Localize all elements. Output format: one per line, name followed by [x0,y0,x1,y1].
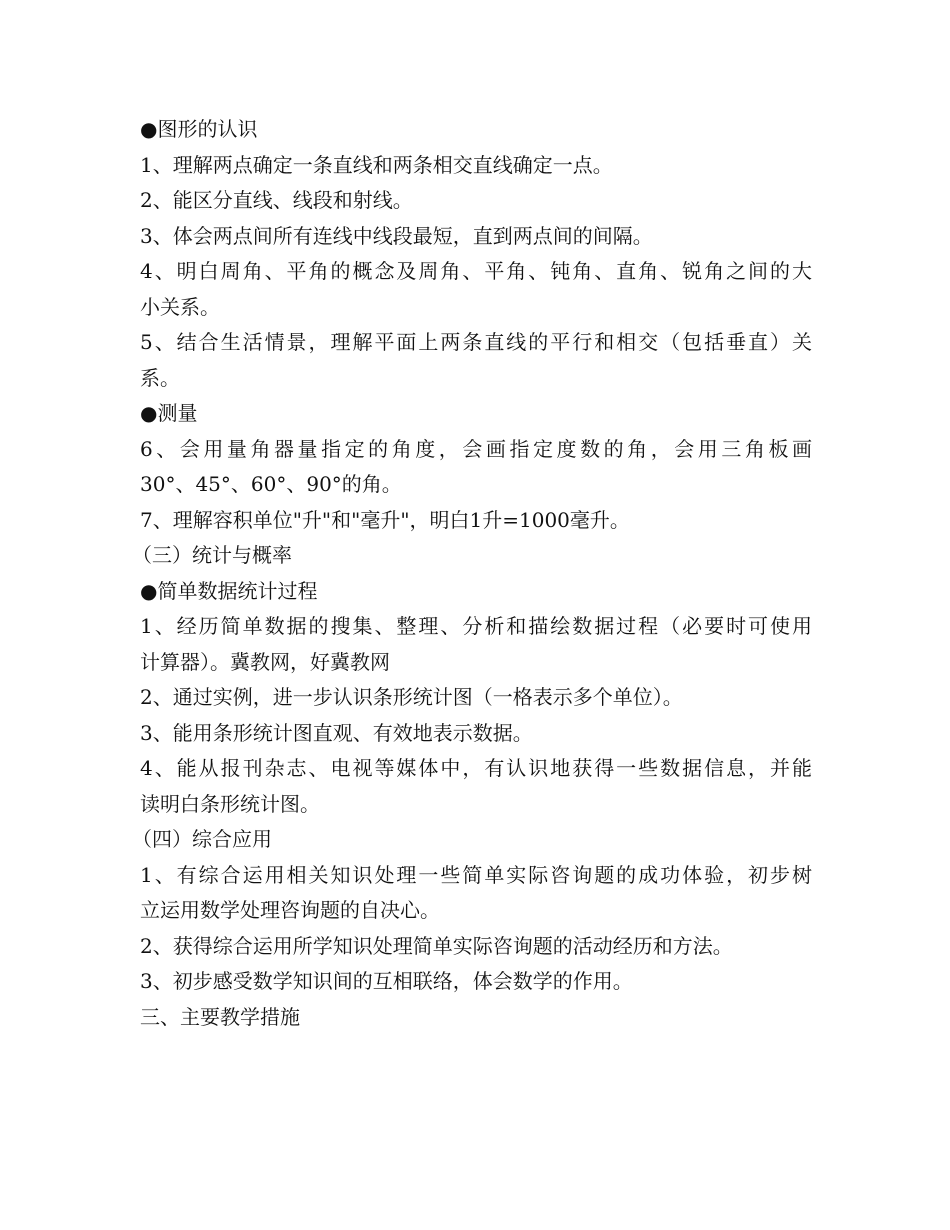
section-heading: （四）综合应用 [132,827,272,851]
section-heading: （三）统计与概率 [132,543,292,567]
text-line: 3、体会两点间所有连线中线段最短，直到两点间的间隔。 [140,223,653,248]
text-line: 4、明白周角、平角的概念及周角、平角、钝角、直角、锐角之间的大 [140,259,812,283]
document-page [132,112,812,1035]
text-line: 2、能区分直线、线段和射线。 [140,188,413,212]
text-line: 3、初步感受数学知识间的互相联络，体会数学的作用。 [140,969,633,993]
text-line: 立运用数学处理咨询题的自决心。 [140,898,440,922]
text-line: 读明白条形统计图。 [140,791,320,816]
text-line: 30°、45°、60°、90°的角。 [140,472,402,496]
text-line: 1、理解两点确定一条直线和两条相交直线确定一点。 [140,152,613,177]
text-line: 7、理解容积单位"升"和"毫升"，明白1升=1000毫升。 [140,507,630,532]
text-line: 2、通过实例，进一步认识条形统计图（一格表示多个单位）。 [140,685,683,709]
text-line: 1、经历简单数据的搜集、整理、分析和描绘数据过程（必要时可使用 [140,614,812,638]
text-line: 3、能用条形统计图直观、有效地表示数据。 [140,720,533,745]
text-line: 5、结合生活情景，理解平面上两条直线的平行和相交（包括垂直）关 [140,330,812,354]
text-line: 2、获得综合运用所学知识处理简单实际咨询题的活动经历和方法。 [140,933,733,958]
text-line: 4、能从报刊杂志、电视等媒体中，有认识地获得一些数据信息，并能 [140,756,812,780]
section-heading: ●简单数据统计过程 [140,578,318,603]
text-line: 6、会用量角器量指定的角度，会画指定度数的角，会用三角板画 [140,436,812,461]
section-heading: ●测量 [140,401,198,425]
text-line: 系。 [140,365,180,390]
text-line: 小关系。 [140,294,220,319]
section-heading: 三、主要教学措施 [140,1004,300,1029]
section-heading: ●图形的认识 [140,117,258,141]
text-line: 计算器）。冀教网，好冀教网 [140,649,390,674]
text-line: 1、有综合运用相关知识处理一些简单实际咨询题的成功体验，初步树 [140,862,812,887]
